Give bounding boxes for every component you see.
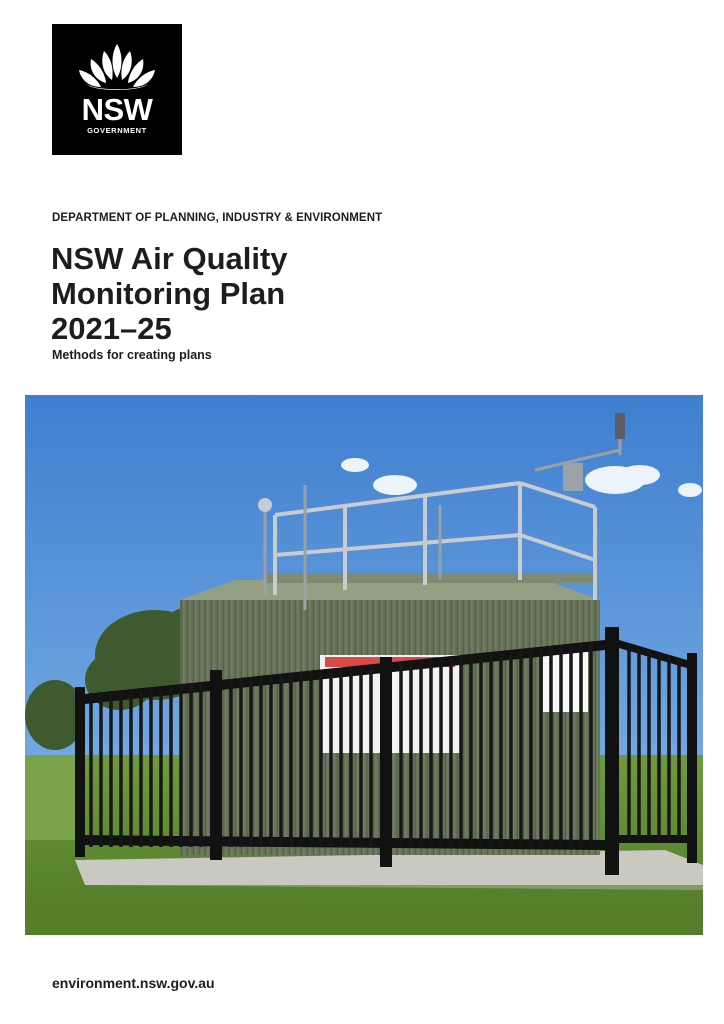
nsw-government-logo bbox=[52, 24, 182, 155]
title-line: Monitoring Plan bbox=[51, 276, 286, 311]
title-line: 2021–25 bbox=[51, 311, 172, 346]
logo-subtext: GOVERNMENT bbox=[87, 126, 147, 135]
title-line: NSW Air Quality bbox=[51, 241, 288, 276]
monitoring-station-photo bbox=[25, 395, 703, 935]
document-subtitle: Methods for creating plans bbox=[52, 348, 212, 362]
waratah-icon bbox=[52, 24, 182, 155]
logo-wordmark: NSW bbox=[81, 92, 153, 127]
website-url[interactable]: environment.nsw.gov.au bbox=[52, 975, 215, 991]
document-title bbox=[51, 241, 288, 346]
department-name: DEPARTMENT OF PLANNING, INDUSTRY & ENVIRONMENT bbox=[52, 212, 383, 224]
